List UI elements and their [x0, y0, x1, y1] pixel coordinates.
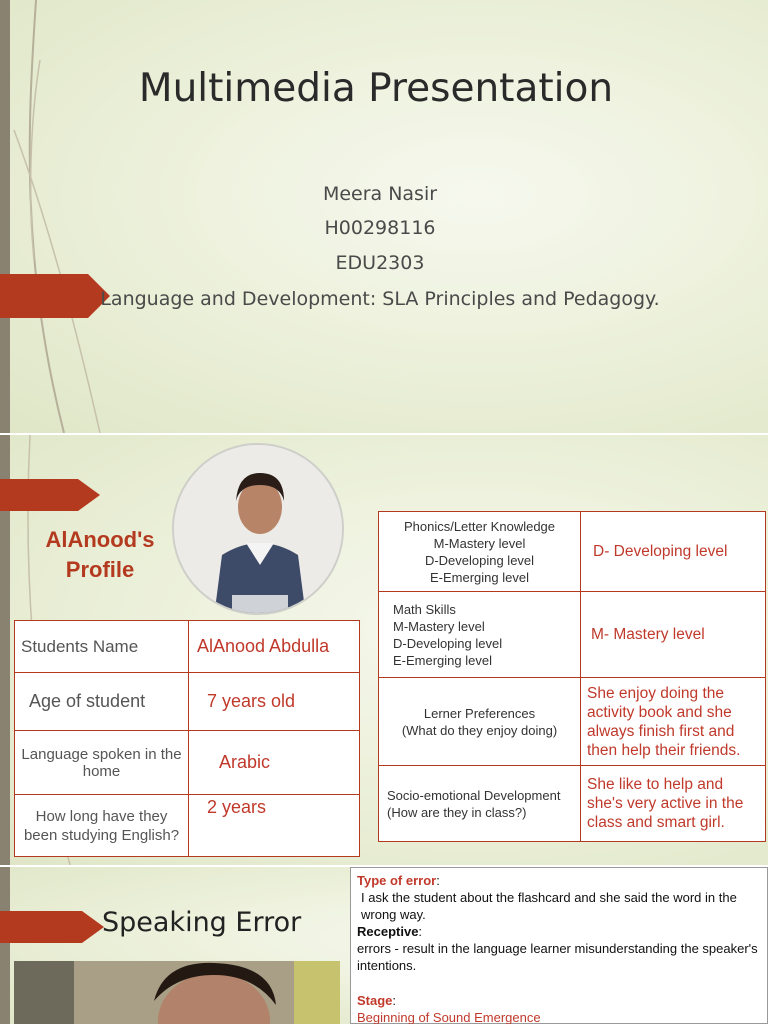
presentation-title: Multimedia Presentation: [138, 66, 614, 111]
profile-slide: [0, 435, 768, 865]
accent-arrow: [0, 274, 110, 318]
study-duration-label: How long have they been studying English?: [15, 795, 189, 857]
title-slide: [0, 0, 768, 433]
receptive-label: Receptive: [357, 924, 419, 939]
profile-title: AlAnood's Profile: [45, 527, 155, 582]
phonics-value: D- Developing level: [581, 512, 766, 592]
table-row: [379, 512, 766, 592]
student-id: H00298116: [324, 217, 436, 239]
math-skills-value: M- Mastery level: [581, 592, 766, 678]
socio-emotional-value: She like to help and she's very active in the class and smart girl.: [581, 766, 766, 842]
colon: :: [392, 993, 397, 1008]
video-thumbnail[interactable]: [14, 961, 340, 1024]
socio-emotional-label: Socio-emotional Development (How are they in class?): [379, 766, 581, 842]
type-of-error-label: Type of error: [357, 873, 437, 888]
slide-left-bar: [0, 867, 10, 1024]
student-name-label: Students Name: [15, 621, 189, 673]
video-frame-illustration: [14, 961, 340, 1024]
table-row: [15, 673, 360, 731]
stage-text: Beginning of Sound Emergence: [357, 1010, 541, 1024]
presenter-name: Meera Nasir: [322, 183, 438, 205]
stage-label: Stage: [357, 993, 393, 1008]
preferences-value: She enjoy doing the activity book and she always finish first and then help their friends.: [581, 678, 766, 766]
table-row: [379, 766, 766, 842]
accent-arrow: [0, 911, 104, 943]
math-skills-label: Math Skills M-Mastery level D-Developing level E-Emerging level: [379, 592, 581, 678]
study-duration-value: 2 years: [189, 795, 360, 857]
phonics-label: Phonics/Letter Knowledge M-Mastery level D-Developing level E-Emerging level: [379, 512, 581, 592]
assessment-table: [378, 511, 766, 842]
colon: :: [436, 873, 440, 888]
receptive-text: errors - result in the language learner misunderstanding the speaker's intentions.: [357, 941, 758, 973]
table-row: [379, 592, 766, 678]
home-language-label: Language spoken in the home: [15, 731, 189, 795]
preferences-label: Lerner Preferences (What do they enjoy doing): [379, 678, 581, 766]
course-code: EDU2303: [335, 252, 425, 274]
table-row: [15, 731, 360, 795]
student-photo: [172, 443, 344, 615]
student-info-table: [14, 620, 360, 857]
speaking-error-title: Speaking Error: [102, 907, 302, 938]
table-row: [379, 678, 766, 766]
home-language-value: Arabic: [189, 731, 360, 795]
student-photo-illustration: [174, 445, 344, 615]
table-row: [15, 795, 360, 857]
error-notes-box: [350, 867, 768, 1024]
type-of-error-text: I ask the student about the flashcard and she said the word in the wrong way.: [361, 890, 737, 922]
speaking-error-slide: [0, 867, 768, 1024]
course-title: Language and Development: SLA Principles and Pedagogy.: [100, 288, 660, 310]
table-row: [15, 621, 360, 673]
age-value: 7 years old: [189, 673, 360, 731]
age-label: Age of student: [15, 673, 189, 731]
student-name-value: AlAnood Abdulla: [189, 621, 360, 673]
colon: :: [418, 924, 423, 939]
